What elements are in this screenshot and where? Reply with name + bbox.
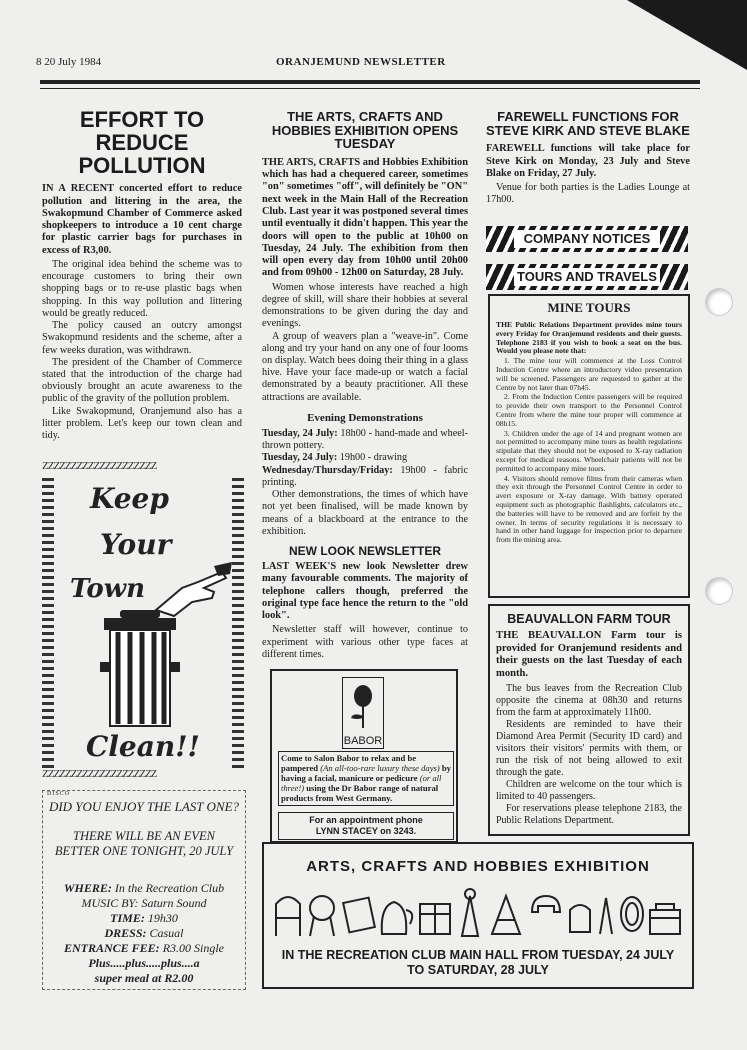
beauvallon-lead: THE BEAUVALLON Farm tour is provided for Oranjemund residents and their guests on the last Tuesday of each month.	[496, 630, 682, 680]
babor-appointment	[278, 812, 454, 840]
babor-text	[278, 751, 454, 806]
pointing-hand-icon	[152, 558, 234, 618]
beauvallon-title: BEAUVALLON FARM TOUR	[507, 612, 671, 626]
company-notices-banner	[486, 226, 688, 252]
pollution-headline: EFFORT TO REDUCE POLLUTION	[78, 107, 206, 179]
farewell-article	[486, 98, 690, 207]
mine-tours-title: MINE TOURS	[547, 300, 631, 315]
tours-travels-banner	[486, 264, 688, 290]
fee-label: ENTRANCE FEE:	[63, 941, 160, 955]
demo-day: Tuesday, 24 July:	[262, 427, 338, 439]
mine-tours-box	[488, 294, 690, 598]
arts-paragraph: A group of weavers plan a "weave-in". Come along and try your hand on any one of four looms on display. Watch bees doing their thing in a glass hive. Have your face made-up or watch a facial demonstrated by a beauty practitioner. All these attractions are available.	[262, 330, 468, 403]
zigzag-border-right	[232, 478, 244, 768]
trash-can-icon	[100, 610, 180, 730]
disco-advert	[42, 790, 246, 990]
beauvallon-paragraph: Residents are reminded to have their Diamond Area Permit (Security ID card) and visitors their visitors' permits with them, or run the risk of not being allowed to exit through the gate.	[496, 718, 682, 778]
disco-line-2: THERE WILL BE AN EVEN BETTER ONE TONIGHT, 20 JULY	[54, 829, 234, 858]
your-text: Your	[100, 528, 172, 561]
babor-advert	[270, 669, 458, 843]
babor-text-4: (or all three!)	[281, 772, 442, 793]
page-number-date: 8 20 July 1984	[36, 56, 102, 68]
time-value: 19h30	[147, 911, 178, 925]
pollution-lead: IN A RECENT concerted effort to reduce pollution and littering in the area, the Swakopmund Chamber of Commerce asked shopkeepers to introduce a 10 cent charge for plastic carrier bags for purchases in excess of R3,00.	[42, 183, 242, 256]
beauvallon-paragraph: The bus leaves from the Recreation Club opposite the cinema at 08h30 and returns from the farm at approximately 11h00.	[496, 682, 682, 718]
newsletter-title: ORANJEMUND NEWSLETTER	[276, 56, 446, 68]
dress-label: DRESS:	[104, 926, 147, 940]
arts-lead: THE ARTS, CRAFTS and Hobbies Exhibition which has had a chequered career, sometimes "on" sometimes "off", will definitely be "ON" next week in the Main Hall of the Recreation Club. Last year it was postponed several times until eventually it didn't happen. This year the doors will open to the public at 10h00 on Tuesday, 24 July. The exhibition from then will open every day from 10h00 until 20h00 and from 09h00 - 12h00 on Saturday, 28 July.	[262, 156, 468, 279]
arts-paragraph: Women whose interests have reached a high degree of skill, will share their hobbies at several demonstrations to be given during the day and evenings.	[262, 281, 468, 330]
mine-tours-point: 3. Children under the age of 14 and pregnant women are not permitted to accompany mine tours as health regulations stipulate that they should not be exposed to X-ray radiation except for medical reasons. Wheelchair patients will not be permitted to accompany mine tours.	[496, 428, 682, 473]
meal-line: super meal at R2.00	[94, 971, 194, 985]
demo-text: 19h00 - fabric printing.	[262, 464, 468, 488]
arts-article	[262, 98, 468, 661]
company-notices-label: COMPANY NOTICES	[514, 230, 660, 248]
babor-text-3: by having a facial, manicure or pedicure	[281, 762, 451, 783]
exhibition-ad-footer: IN THE RECREATION CLUB MAIN HALL FROM TUESDAY, 24 JULY TO SATURDAY, 28 JULY	[281, 947, 675, 978]
babor-text-5: using the Dr Babor range of natural products from West Germany.	[281, 782, 439, 803]
mine-tours-intro: THE Public Relations Department provides mine tours every Friday for Oranjemund residents and their guests. Telephone 2183 if you wish to book a seat on the bus. Would you please note that:	[496, 320, 682, 356]
where-value: In the Recreation Club	[114, 881, 225, 895]
music-label: MUSIC BY:	[81, 896, 139, 910]
time-label: TIME:	[110, 911, 145, 925]
demo-day: Tuesday, 24 July:	[262, 452, 338, 464]
zigzag-border-left	[42, 478, 54, 768]
beauvallon-paragraph: Children are welcome on the tour which is limited to 40 passengers.	[496, 778, 682, 802]
mine-tours-point: 2. From the Induction Centre passengers will be required to provide their own transport to the Personnel Control Centre from where the mine tour proper will commence at 08h15.	[496, 392, 682, 428]
exhibition-advert	[262, 842, 694, 989]
punch-hole	[705, 577, 733, 605]
zigzag-border-bottom: ZZZZZZZZZZZZZZZZZZZZ	[42, 768, 157, 780]
zigzag-border-top: ZZZZZZZZZZZZZZZZZZZZ	[42, 460, 157, 472]
header-rule	[40, 80, 700, 84]
town-text: Town	[70, 574, 145, 604]
demo-text: 18h00 - hand-made and wheel-thrown pottery.	[262, 427, 468, 452]
arts-closing: Other demonstrations, the times of which have not yet been finalised, will be made known by means of a blackboard at the entrance to the exhibition.	[262, 489, 468, 537]
pollution-article	[42, 98, 242, 442]
plus-line: Plus.....plus.....plus....a	[88, 956, 200, 970]
dress-value: Casual	[149, 926, 184, 940]
fee-value: R3.00 Single	[162, 941, 225, 955]
mine-tours-point: 1. The mine tour will commence at the Loss Control Induction Centre where an introductory video presentation will be screened. Passengers are requested to gather at the Centre by not later than 07h45.	[496, 356, 682, 392]
rose-icon	[343, 678, 383, 730]
exhibition-ad-title: ARTS, CRAFTS AND HOBBIES EXHIBITION	[306, 858, 650, 875]
demo-text: 19h00 - drawing	[339, 452, 408, 464]
header-rule-thin	[40, 88, 700, 89]
farewell-lead: FAREWELL functions will take place for Steve Kirk on Monday, 23 July and Steve Blake on Friday, 27 July.	[486, 143, 690, 179]
clean-text: Clean!!	[86, 730, 200, 763]
music-value: Saturn Sound	[141, 896, 207, 910]
evening-demos-title: Evening Demonstrations	[307, 411, 423, 424]
babor-brand: BABOR	[343, 735, 383, 747]
pollution-paragraph: The president of the Chamber of Commerce stated that the introduction of the charge had obviously brought an acute awareness to the public of the gravity of the pollution problem.	[42, 356, 242, 405]
keep-town-clean-graphic	[42, 460, 244, 785]
arts-headline: THE ARTS, CRAFTS AND HOBBIES EXHIBITION OPENS TUESDAY	[271, 109, 459, 152]
punch-hole	[705, 288, 733, 316]
babor-text-1: Come to Salon Babor to relax and be pampered	[281, 753, 417, 773]
babor-appt-line-1: For an appointment phone	[309, 815, 423, 825]
beauvallon-box	[488, 604, 690, 836]
beauvallon-paragraph: For reservations please telephone 2183, the Public Relations Department.	[496, 802, 682, 826]
tours-travels-label: TOURS AND TRAVELS	[514, 268, 660, 286]
keep-text: Keep	[90, 482, 169, 515]
pollution-paragraph: The policy caused an outcry amongst Swakopmund residents and the scheme, after a few weeks duration, was withdrawn.	[42, 320, 242, 356]
pollution-paragraph: Like Swakopmund, Oranjemund also has a litter problem. Let's keep our town clean and tidy.	[42, 405, 242, 442]
where-label: WHERE:	[63, 881, 112, 895]
disco-border-word: DISCO	[47, 791, 71, 797]
pollution-paragraph: The original idea behind the scheme was to encourage customers to bring their own shopping bags or to re-use plastic bags when shopping. In this way pollution and littering would be greatly reduced.	[42, 258, 242, 319]
farewell-headline: FAREWELL FUNCTIONS FOR STEVE KIRK AND STEVE BLAKE	[486, 109, 690, 138]
demo-day: Wednesday/Thursday/Friday:	[262, 464, 393, 476]
newlook-body: Newsletter staff will however, continue to experiment with various other type faces at different times.	[262, 624, 468, 660]
mine-tours-point: 4. Visitors should remove films from their cameras when they exit through the Personnel Control Centre in order to avert exposure or X-ray damage. With battery operated equipment such as photographic flashlights, calculators etc., the batteries will have to be removed and are forfeit by the owner. In terms of security regulations it is necessary to hand in other hand luggage for inspection prior to departure from the mining area.	[496, 473, 682, 545]
disco-line-1: DID YOU ENJOY THE LAST ONE?	[48, 799, 240, 814]
crafts-illustration-icon	[270, 886, 684, 938]
farewell-body: Venue for both parties is the Ladies Lounge at 17h00.	[486, 182, 690, 206]
page-header	[36, 54, 707, 74]
newlook-headline: NEW LOOK NEWSLETTER	[289, 544, 441, 559]
babor-text-2: (An all-too-rare luxury these days)	[320, 762, 440, 773]
newlook-lead: LAST WEEK'S new look Newsletter drew many favourable comments. The majority of telephone callers though, preferred the original type face hence the return to the "old look".	[262, 561, 468, 622]
babor-appt-line-2: LYNN STACEY on 3243.	[315, 825, 417, 836]
babor-logo	[342, 677, 384, 749]
